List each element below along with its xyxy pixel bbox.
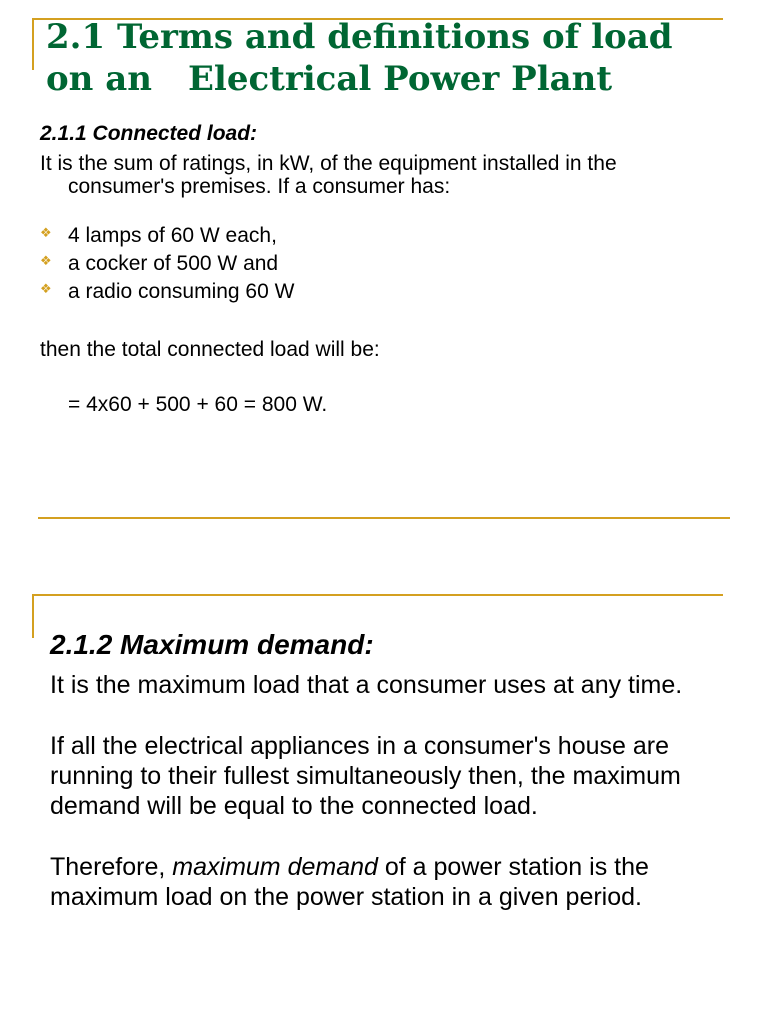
maximum-demand-heading: 2.1.2 Maximum demand: <box>50 629 374 660</box>
title-line-1: 2.1 Terms and definitions of load <box>46 17 673 57</box>
frame-top-rule <box>32 594 723 596</box>
connected-load-body <box>40 122 740 416</box>
list-item-text: a cocker of 500 W and <box>68 252 279 275</box>
definition-line-1: It is the sum of ratings, in kW, of the equipment installed in the <box>40 152 617 175</box>
conclusion-suffix: of a power station is the maximum load on the power station in a given period. <box>50 853 649 911</box>
conclusion-paragraph <box>50 852 740 912</box>
frame-left-rule <box>32 594 34 638</box>
title-line-2a: on an <box>46 59 152 99</box>
definition-line-2: consumer's premises. If a consumer has: <box>68 175 451 198</box>
total-load-equation: = 4x60 + 500 + 60 = 800 W. <box>68 393 328 416</box>
list-item-text: a radio consuming 60 W <box>68 280 295 303</box>
slide-maximum-demand <box>0 594 768 1024</box>
connected-load-definition <box>40 152 740 198</box>
maximum-demand-body <box>50 628 740 943</box>
diamond-bullet-icon: ❖ <box>40 253 52 268</box>
slide-divider-rule <box>38 517 730 519</box>
connected-load-heading: 2.1.1 Connected load: <box>40 122 258 145</box>
then-statement: then the total connected load will be: <box>40 338 380 361</box>
diamond-bullet-icon: ❖ <box>40 225 52 240</box>
list-item <box>40 278 740 306</box>
slide-title <box>46 16 746 100</box>
title-line-2b: Electrical Power Plant <box>187 59 613 99</box>
list-item-text: 4 lamps of 60 W each, <box>68 224 277 247</box>
list-item <box>40 222 740 250</box>
conclusion-emphasis: maximum demand <box>172 853 378 881</box>
frame-left-rule <box>32 18 34 70</box>
maximum-demand-definition: It is the maximum load that a consumer uses at any time. <box>50 671 683 699</box>
appliance-list <box>40 222 740 306</box>
list-item <box>40 250 740 278</box>
diamond-bullet-icon: ❖ <box>40 281 52 296</box>
conclusion-prefix: Therefore, <box>50 853 173 881</box>
appliances-paragraph: If all the electrical appliances in a consumer's house are running to their fullest simultaneously then, the maximum demand will be equal to the connected load. <box>50 732 681 820</box>
